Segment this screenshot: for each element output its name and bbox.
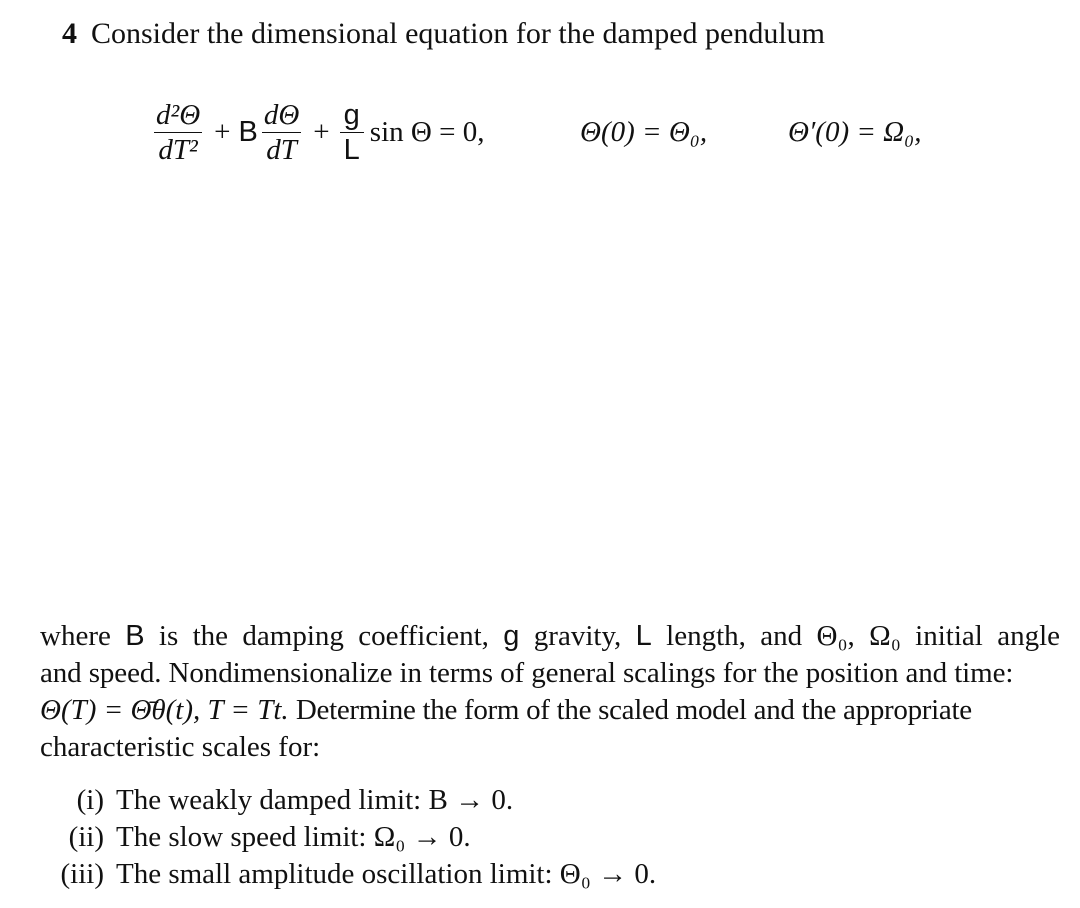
description-line-1 [40,618,1060,655]
problem-description [40,618,1060,766]
plus-sign: + [214,115,231,148]
second-derivative-denominator: dT² [154,132,201,166]
text-segment: where [40,620,111,652]
gravity-length-fraction [340,99,364,166]
plus-sign: + [313,115,330,148]
first-derivative-numerator: dΘ [263,98,300,131]
item-label: (ii) [68,821,104,853]
text-segment: length, and Θ₀, Ω₀ initial angle [666,620,1060,652]
item-label: (i) [76,784,104,816]
initial-condition-speed: Θ′(0) = Ω₀, [788,115,922,148]
limits-list [40,782,656,893]
second-derivative-fraction [152,99,204,166]
list-item [40,819,656,856]
text-segment: is the damping coefficient, [158,620,489,652]
second-derivative-numerator: d²Θ [156,98,201,131]
list-item [40,856,656,893]
problem-number: 4 [62,17,77,50]
damping-symbol: B [238,115,258,148]
text-segment: Determine the form of the scaled model and the appropriate [295,694,972,726]
initial-condition-angle: Θ(0) = Θ₀, [580,115,708,148]
problem-title: Consider the dimensional equation for the damped pendulum [91,17,826,50]
item-text: The slow speed limit: Ω₀ → 0. [116,821,471,853]
sine-term: sin Θ = 0, [369,115,485,148]
item-text: The small amplitude oscillation limit: Θ₀ → 0. [116,858,657,890]
description-line-4: characteristic scales for: [40,731,321,763]
damping-symbol: B [125,620,145,652]
gravity-symbol: g [503,620,520,652]
description-line-2: and speed. Nondimensionalize in terms of general scalings for the position and time: [40,657,1014,689]
pendulum-equation [150,82,1010,182]
list-item [40,782,656,819]
first-derivative-denominator: dT [262,132,301,166]
text-segment: gravity, [533,620,622,652]
length-symbol: L [635,620,652,652]
problem-header [62,14,825,54]
first-derivative-fraction [260,99,303,166]
item-label: (iii) [60,858,104,890]
equation-lhs [150,82,484,182]
item-text: The weakly damped limit: B → 0. [116,784,514,816]
gravity-symbol: g [343,98,360,131]
description-line-3 [40,692,1060,729]
length-symbol: L [340,132,364,166]
scaling-formula: Θ(T) = Θ̄θ(t), T = Tt. [40,694,289,726]
